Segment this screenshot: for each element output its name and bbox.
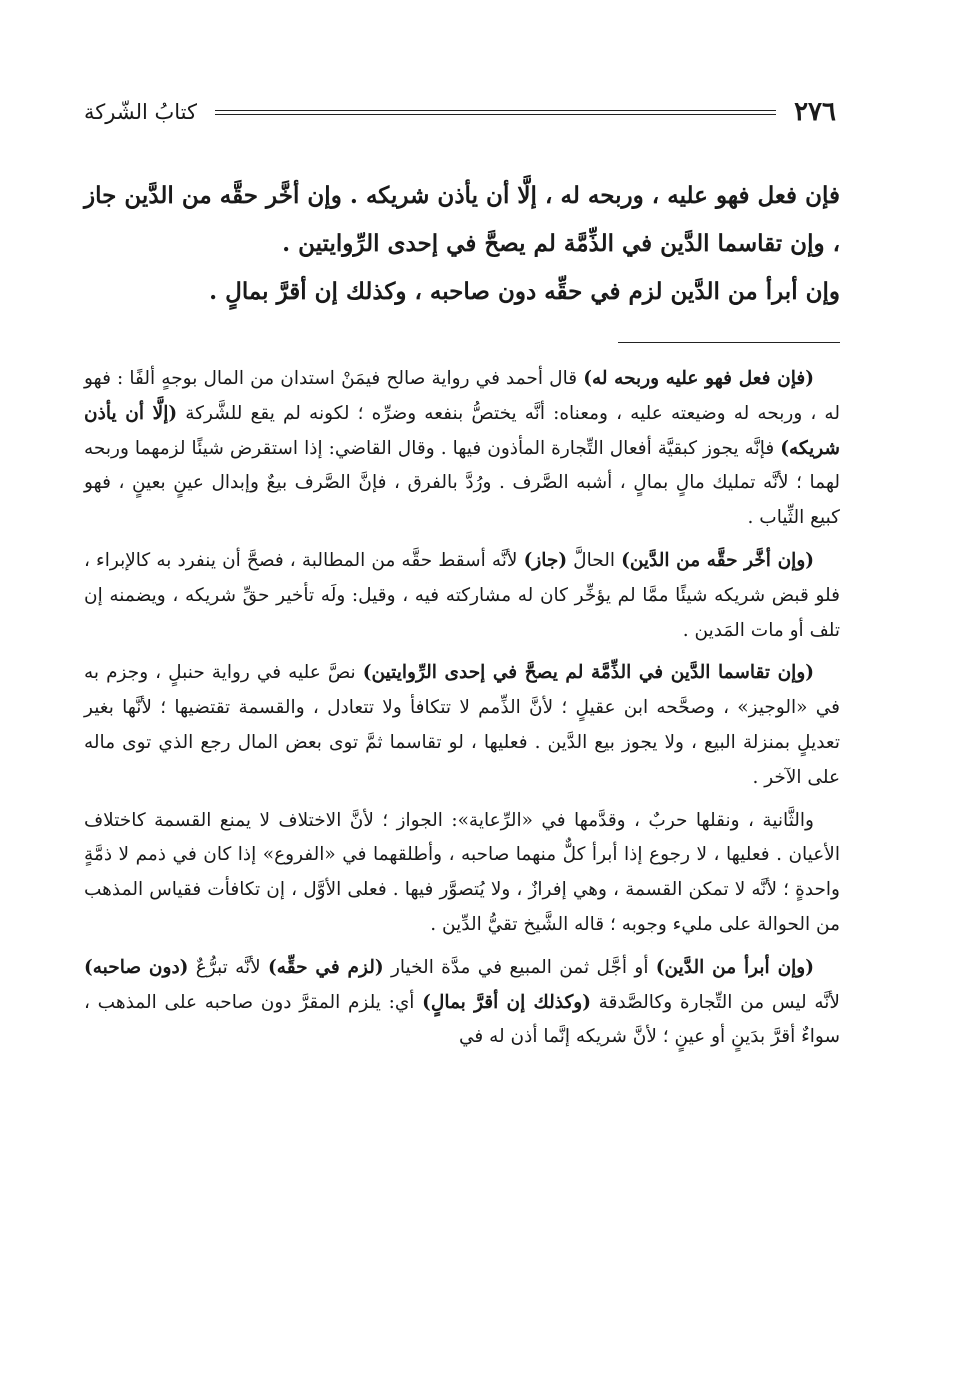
matn-text [84, 172, 840, 316]
quoted-matn: (إلَّا أن يأذن شريكه) [84, 402, 840, 459]
matn-paragraph: وإن أبرأ من الدَّين لزم في حقِّه دون صاحبه ، وكذلك إن أقرَّ بمالٍ . [209, 278, 840, 305]
commentary-paragraph [84, 804, 840, 943]
quoted-matn: (جاز) [523, 549, 568, 571]
quoted-matn: (وكذلك إن أقرَّ بمالٍ) [422, 991, 591, 1013]
matn-divider [618, 342, 840, 343]
quoted-matn: (لزم في حقِّه) [268, 956, 384, 978]
commentary-paragraph [84, 656, 840, 795]
running-title: كتابُ الشّركة [84, 100, 197, 124]
commentary-paragraph [84, 362, 840, 536]
commentary-span: لأنَّه تبرُّعٌ [188, 956, 269, 978]
quoted-matn: (وإن أبرأ من الدَّين) [655, 956, 814, 978]
matn-paragraph: فإن فعل فهو عليه ، وربحه له ، إلَّا أن يأذن شريكه . وإن أخَّر حقَّه من الدَّين جاز ، وإن تقاسما الدَّين في الذِّمَّة لم يصحَّ في إحدى الرِّوايتين . [84, 182, 840, 257]
commentary-span: أو أجَّل ثمن المبيع في مدَّة الخيار [383, 956, 656, 978]
commentary-span: أي: يلزم المقرَّ دون صاحبه على المذهب ، سواءٌ أقرَّ بدَينٍ أو عينٍ ؛ لأنَّ شريكه إنَّما أذن له في [84, 991, 840, 1048]
quoted-matn: (وإن أخَّر حقَّه من الدَّين) [621, 549, 815, 571]
quoted-matn: (فإن فعل فهو عليه وربحه له) [583, 368, 814, 389]
quoted-matn: (دون صاحبه) [84, 956, 189, 978]
header-rule [215, 110, 776, 115]
commentary-paragraph [84, 951, 840, 1055]
commentary-text [84, 362, 840, 1063]
commentary-span: قال أحمد في رواية صالح فيمَنْ استدان من المال بوجهٍ ألفًا : فهو له ، وربحه له وضيعته عليه ، ومعناه: أنَّه يختصُّ بنفعه وضرِّه ؛ لكونه لم يقع للشَّركة [84, 368, 840, 424]
page-number: ٢٧٦ [794, 97, 836, 127]
commentary-span: لأنَّه ليس من التِّجارة وكالصَّدقة [590, 991, 840, 1013]
commentary-span: لأنَّه أسقط حقَّه من المطالبة ، فصحَّ أن ينفرد به كالإبراء ، فلو قبض شريكه شيئًا ممَّا لم يؤخِّر كان له مشاركته فيه ، وقيل: ولَه تأخير حقِّ شريكه ، ويضمنه إن تلف أو مات المَدين . [84, 549, 840, 641]
commentary-span: الحالَّ [567, 549, 622, 571]
page-header [84, 92, 836, 132]
commentary-span: نصَّ عليه في رواية حنبلٍ ، وجزم به في «الوجيز» ، وصحَّحه ابن عقيلٍ ؛ لأنَّ الذِّمم لا تتكافأ ولا تتعادل ، والقسمة تقتضيها ؛ لأنَّها بغير تعديلٍ بمنزلة البيع ، ولا يجوز بيع الدَّين . فعليها ، لو تقاسما ثمَّ توى بعض المال رجع الذي توى ماله على الآخر . [84, 662, 840, 788]
commentary-span: والثَّانية ، ونقلها حربٌ ، وقدَّمها في «الرِّعاية»: الجواز ؛ لأنَّ الاختلاف لا يمنع القسمة كاختلاف الأعيان . فعليها ، لا رجوع إذا أبرأ كلٌّ منهما صاحبه ، وأطلقهما في «الفروع» إذا كان في ذمم لا ذمَّةٍ واحدةٍ ؛ لأنَّه لا تمكن القسمة ، وهي إفرازٌ ، ولا يُتصوَّر فيها . فعلى الأوَّل ، إن تكافأت فقياس المذهب من الحوالة على مليء وجوبه ؛ قاله الشَّيخ تقيُّ الدِّين . [84, 809, 840, 935]
commentary-paragraph [84, 544, 840, 648]
quoted-matn: (وإن تقاسما الدَّين في الذِّمَّة لم يصحَّ في إحدى الرِّوايتين) [362, 662, 814, 684]
commentary-span: فإنَّه يجوز كبقيَّة أفعال التِّجارة المأذون فيها . وقال القاضي: إذا استقرض شيئًا لزمهما وربحه لهما ؛ لأنَّه تمليك مالٍ بمالٍ ، أشبه الصَّرف . ورُدَّ بالفرق ، فإنَّ الصَّرف بيعٌ وإبدال عينٍ بعينٍ ، فهو كبيع الثِّياب . [84, 437, 840, 529]
